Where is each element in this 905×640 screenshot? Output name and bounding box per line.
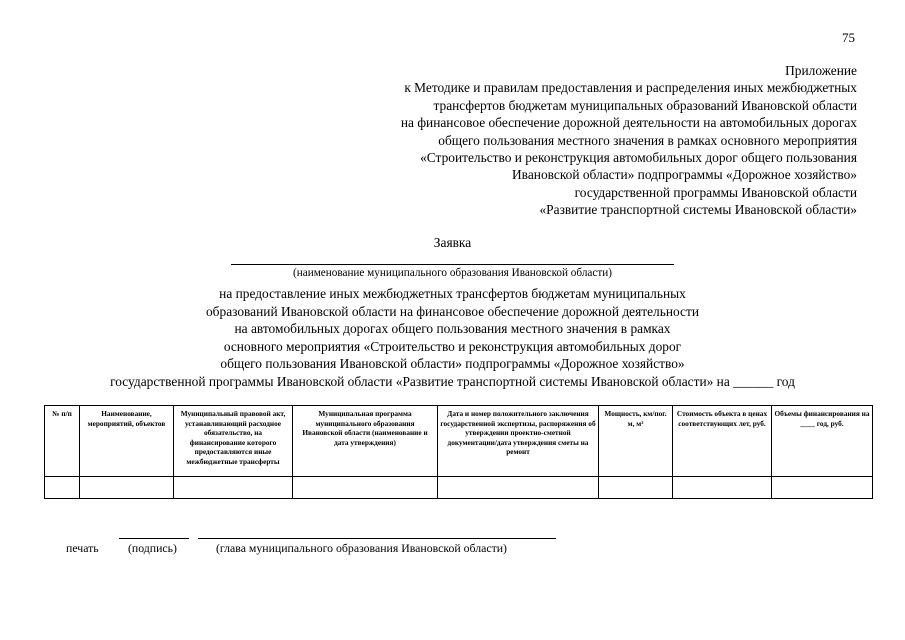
table-cell[interactable] bbox=[772, 477, 873, 499]
document-title: Заявка bbox=[433, 235, 472, 250]
purpose-line: на предоставление иных межбюджетных трансфертов бюджетам муниципальных bbox=[219, 286, 686, 301]
table-cell[interactable] bbox=[438, 477, 599, 499]
stamp-label: печать bbox=[66, 541, 99, 555]
purpose-line: основного мероприятия «Строительство и реконструкция автомобильных дорог bbox=[223, 338, 682, 354]
signature-label: (подпись) bbox=[128, 541, 177, 555]
table-cell[interactable] bbox=[293, 477, 438, 499]
appendix-line: государственной программы Ивановской области bbox=[574, 184, 857, 200]
municipality-name-caption: (наименование муниципального образования Ивановской области) bbox=[293, 267, 612, 279]
request-table bbox=[44, 405, 873, 499]
table-cell[interactable] bbox=[673, 477, 772, 499]
column-header-program: Муниципальная программа муниципального образования Ивановской области (наименование и дата утверждения) bbox=[293, 406, 438, 477]
purpose-line: общего пользования Ивановской области» подпрограммы «Дорожное хозяйство» bbox=[220, 356, 685, 372]
appendix-line: трансфертов бюджетам муниципальных образований Ивановской области bbox=[433, 97, 857, 113]
column-header-number: № п/п bbox=[45, 406, 80, 477]
purpose-line: образований Ивановской области на финансовое обеспечение дорожной деятельности bbox=[205, 303, 699, 319]
column-header-name: Наименование, мероприятий, объектов bbox=[80, 406, 174, 477]
head-name-blank-line bbox=[198, 538, 556, 539]
head-label: (глава муниципального образования Ивановской области) bbox=[216, 541, 507, 555]
table-header-row bbox=[45, 406, 873, 477]
page-number: 75 bbox=[842, 30, 855, 45]
signature-blank-line bbox=[119, 538, 189, 539]
appendix-line: Ивановской области» подпрограммы «Дорожное хозяйство» bbox=[512, 167, 857, 183]
appendix-line: общего пользования местного значения в рамках основного мероприятия bbox=[438, 132, 857, 148]
table-cell[interactable] bbox=[80, 477, 174, 499]
appendix-line: «Строительство и реконструкция автомобильных дорог общего пользования bbox=[420, 150, 857, 166]
appendix-line: на финансовое обеспечение дорожной деятельности на автомобильных дорогах bbox=[400, 115, 857, 131]
appendix-line: Приложение bbox=[785, 63, 857, 78]
appendix-line: «Развитие транспортной системы Ивановской области» bbox=[539, 202, 857, 218]
purpose-line: государственной программы Ивановской области «Развитие транспортной системы Ивановской области» на ______ год bbox=[110, 373, 795, 389]
purpose-line: на автомобильных дорогах общего пользования местного значения в рамках bbox=[234, 321, 671, 337]
request-purpose bbox=[0, 285, 905, 391]
appendix-line: к Методике и правилам предоставления и распределения иных межбюджетных bbox=[404, 80, 857, 96]
table-row bbox=[45, 477, 873, 499]
municipality-name-blank-line bbox=[231, 264, 674, 265]
column-header-capacity: Мощность, км/пог. м, м² bbox=[599, 406, 673, 477]
column-header-funding: Объемы финансирования на ____ год, руб. bbox=[772, 406, 873, 477]
table-cell[interactable] bbox=[599, 477, 673, 499]
column-header-expertise: Дата и номер положительного заключения государственной экспертизы, распоряжения об утверждении проектно-сметной документации/дата утверждения сметы на ремонт bbox=[438, 406, 599, 477]
appendix-header bbox=[297, 62, 857, 219]
table-cell[interactable] bbox=[45, 477, 80, 499]
column-header-legal-act: Муниципальный правовой акт, устанавливающий расходное обязательство, на финансирование которого предоставляются иные межбюджетные трансферты bbox=[174, 406, 293, 477]
table-cell[interactable] bbox=[174, 477, 293, 499]
column-header-cost: Стоимость объекта в ценах соответствующих лет, руб. bbox=[673, 406, 772, 477]
